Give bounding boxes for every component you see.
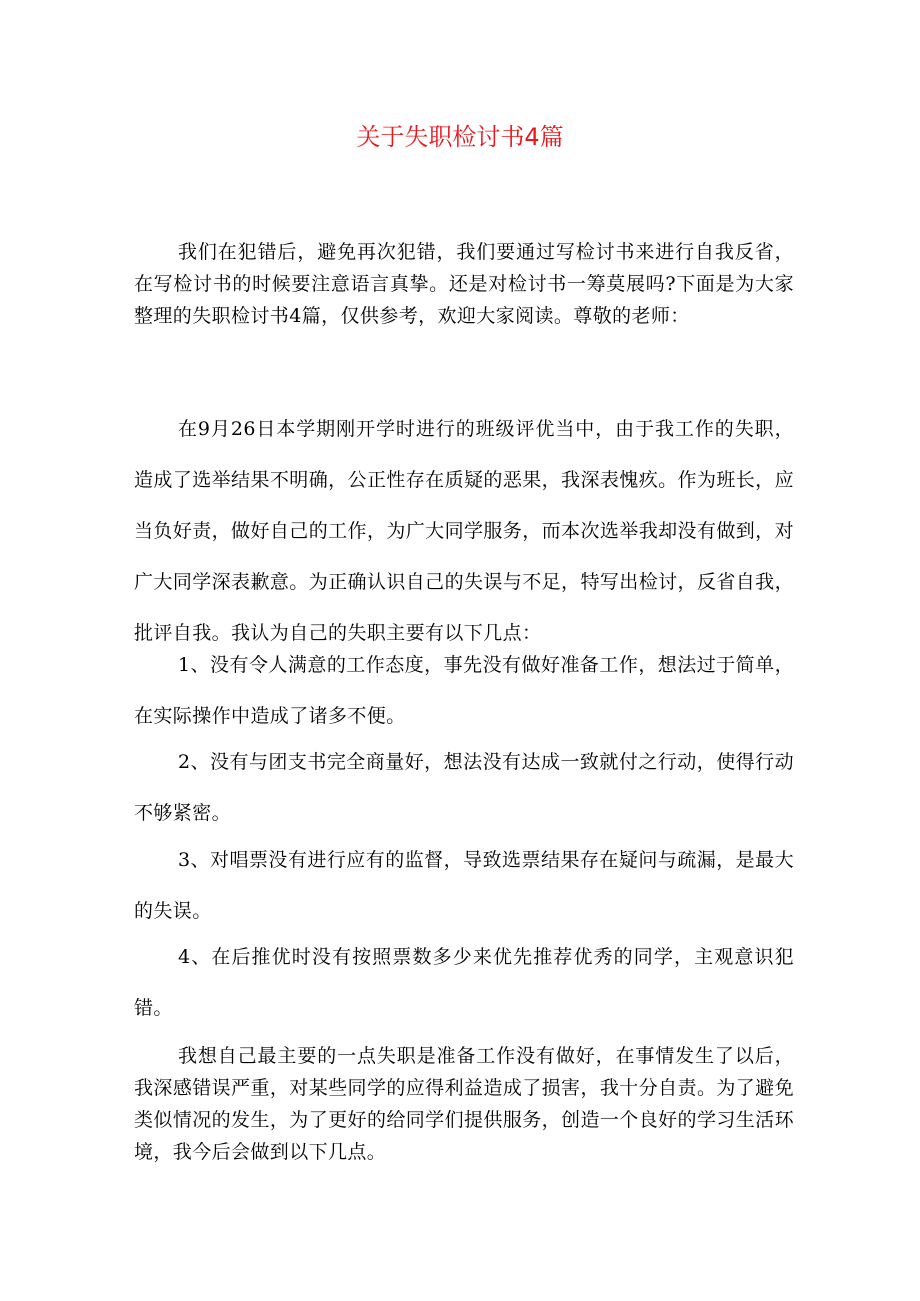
intro-paragraph: 我们在犯错后，避免再次犯错，我们要通过写检讨书来进行自我反省，在写检讨书的时候要注意语言真挚。还是对检讨书一筹莫展吗?下面是为大家整理的失职检讨书4篇，仅供参考，欢迎大家阅读。尊敬的老师： <box>134 241 794 327</box>
incident-paragraph: 在9月26日本学期刚开学时进行的班级评优当中，由于我工作的失职，造成了选举结果不明确，公正性存在质疑的恶果，我深表愧疚。作为班长，应当负好责，做好自己的工作，为广大同学服务，而本次选举我却没有做到，对广大同学深表歉意。为正确认识自己的失误与不足，特写出检讨，反省自我，批评自我。我认为自己的失职主要有以下几点： <box>134 418 794 644</box>
point-3-paragraph: 3、对唱票没有进行应有的监督，导致选票结果存在疑问与疏漏，是最大的失误。 <box>134 849 794 922</box>
document-title: 关于失职检讨书4篇 <box>356 123 564 151</box>
point-4-paragraph: 4、在后推优时没有按照票数多少来优先推荐优秀的同学，主观意识犯错。 <box>134 946 794 1019</box>
reflection-paragraph: 我想自己最主要的一点失职是准备工作没有做好，在事情发生了以后，我深感错误严重，对某些同学的应得利益造成了损害，我十分自责。为了避免类似情况的发生，为了更好的给同学们提供服务，创造一个良好的学习生活环境，我今后会做到以下几点。 <box>134 1045 794 1163</box>
point-1-paragraph: 1、没有令人满意的工作态度，事先没有做好准备工作，想法过于简单，在实际操作中造成了诸多不便。 <box>134 654 794 727</box>
point-2-paragraph: 2、没有与团支书完全商量好，想法没有达成一致就付之行动，使得行动不够紧密。 <box>134 751 794 824</box>
